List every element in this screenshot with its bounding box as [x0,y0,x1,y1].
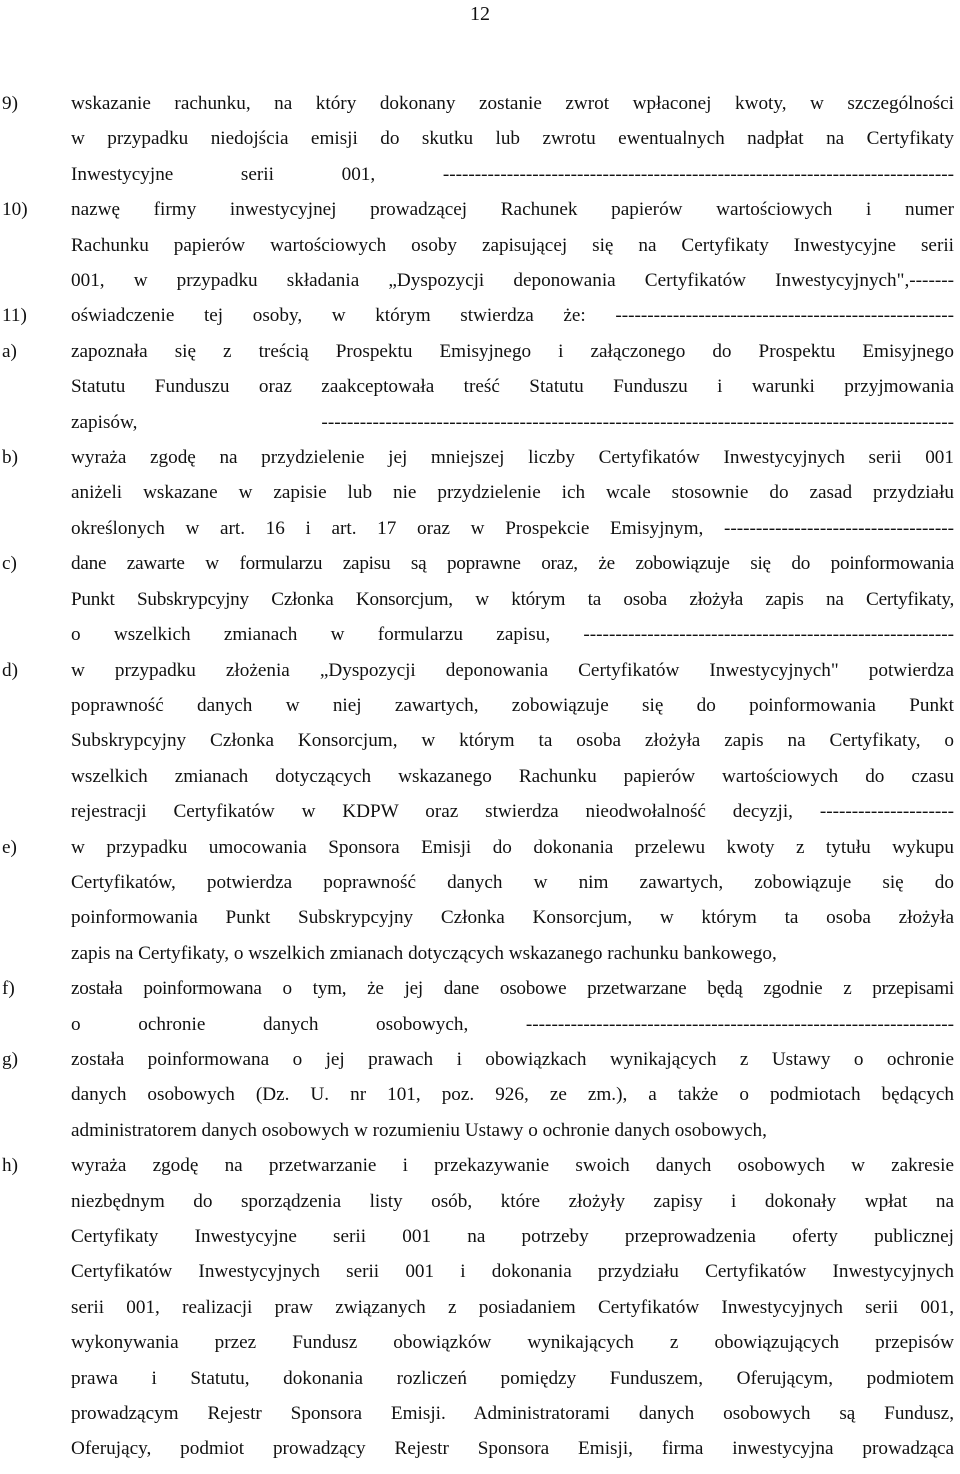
text-line: dane zawarte w formularzu zapisu są poprawne oraz, że zobowiązuje się do poinformowania [71,553,954,575]
text-line: Subskrypcyjny Członka Konsorcjum, w którym ta osoba złożyła zapis na Certyfikaty, o [71,730,954,752]
list-item-11 [0,298,960,333]
list-item-e [0,830,960,972]
text-line: wszelkich zmianach dotyczących wskazanego Rachunku papierów wartościowych do czasu [71,765,954,787]
list-marker: h) [2,1155,18,1177]
text-line: wykonywania przez Fundusz obowiązków wynikających z obowiązujących przepisów [71,1332,954,1354]
text-line: Statutu Funduszu oraz zaakceptowała treść Statutu Funduszu i warunki przyjmowania [71,376,954,398]
text-line: nazwę firmy inwestycyjnej prowadzącej Rachunek papierów wartościowych i numer [71,199,954,221]
list-marker: c) [2,553,17,575]
text-line: w przypadku niedojścia emisji do skutku lub zwrotu ewentualnych nadpłat na Certyfikaty [71,128,954,150]
text-line: zapoznała się z treścią Prospektu Emisyjnego i załączonego do Prospektu Emisyjnego [71,340,954,362]
list-marker: 9) [2,93,18,114]
text-line: prowadzącym Rejestr Sponsora Emisji. Administratorami danych osobowych są Fundusz, [71,1403,954,1425]
list-marker: e) [2,836,17,858]
list-marker: b) [2,447,18,469]
text-line: w przypadku złożenia „Dyspozycji deponowania Certyfikatów Inwestycyjnych" potwierdza [71,659,954,681]
text-line: określonych w art. 16 i art. 17 oraz w Prospekcie Emisyjnym, ------------------------------------ [71,517,954,539]
text-line: zapisów, --------------------------------------------------------------------------------------------------- [71,411,954,433]
text-line: prawa i Statutu, dokonania rozliczeń pomiędzy Funduszem, Oferującym, podmiotem [71,1367,954,1389]
text-line: Rachunku papierów wartościowych osoby zapisującej się na Certyfikaty Inwestycyjne serii [71,234,954,256]
text-line: administratorem danych osobowych w rozumieniu Ustawy o ochronie danych osobowych, [71,1119,767,1141]
text-line: została poinformowana o tym, że jej dane osobowe przetwarzane będą zgodnie z przepisami [71,978,954,1000]
list-item-10 [0,192,960,298]
text-line: poinformowania Punkt Subskrypcyjny Członka Konsorcjum, w którym ta osoba złożyła [71,907,954,929]
list-item-b [0,440,960,546]
text-line: o ochronie danych osobowych, ------------------------------------------------------------------- [71,1013,954,1035]
text-line: Oferujący, podmiot prowadzący Rejestr Sponsora Emisji, firma inwestycyjna prowadząca [71,1438,954,1460]
list-marker: f) [2,978,15,1000]
page-number: 12 [470,3,490,25]
list-marker: a) [2,340,17,362]
list-marker: 10) [2,199,28,221]
text-line: Certyfikatów Inwestycyjnych serii 001 i dokonania przydziału Certyfikatów Inwestycyjnych [71,1261,954,1283]
text-line: Punkt Subskrypcyjny Członka Konsorcjum, w którym ta osoba złożyła zapis na Certyfikaty, [71,588,954,610]
text-line: rejestracji Certyfikatów w KDPW oraz stwierdza nieodwołalność decyzji, --------------------- [71,801,954,823]
list-item-a [0,334,960,440]
text-line: Inwestycyjne serii 001, -------------------------------------------------------------------------------- [71,163,954,185]
list-item-f [0,971,960,1042]
text-line: poprawność danych w niej zawartych, zobowiązuje się do poinformowania Punkt [71,694,954,716]
text-line: Certyfikatów, potwierdza poprawność danych w nim zawartych, zobowiązuje się do [71,871,954,893]
text-line: Certyfikaty Inwestycyjne serii 001 na potrzeby przeprowadzenia oferty publicznej [71,1226,954,1247]
list-item-g [0,1042,960,1148]
text-line: danych osobowych (Dz. U. nr 101, poz. 926, ze zm.), a także o podmiotach będących [71,1084,954,1106]
list-item-h [0,1148,960,1467]
text-line: serii 001, realizacji praw związanych z posiadaniem Certyfikatów Inwestycyjnych serii 001, [71,1296,954,1318]
text-line: wskazanie rachunku, na który dokonany zostanie zwrot wpłaconej kwoty, w szczególności [71,93,954,114]
text-line: wyraża zgodę na przetwarzanie i przekazywanie swoich danych osobowych w zakresie [71,1155,954,1177]
text-line: wyraża zgodę na przydzielenie jej mniejszej liczby Certyfikatów Inwestycyjnych serii 001 [71,447,954,469]
document-body [0,86,960,1467]
text-line: niezbędnym do sporządzenia listy osób, które złożyły zapisy i dokonały wpłat na [71,1190,954,1212]
text-line: o wszelkich zmianach w formularzu zapisu, ---------------------------------------------------------- [71,624,954,646]
list-item-c [0,546,960,652]
text-line: oświadczenie tej osoby, w którym stwierdza że: ----------------------------------------------------- [71,305,954,327]
text-line: zapis na Certyfikaty, o wszelkich zmianach dotyczących wskazanego rachunku bankowego, [71,942,777,964]
list-item-d [0,653,960,830]
text-line: 001, w przypadku składania „Dyspozycji deponowania Certyfikatów Inwestycyjnych",------- [71,270,954,292]
list-marker: g) [2,1048,18,1070]
list-marker: 11) [2,305,27,327]
text-line: aniżeli wskazane w zapisie lub nie przydzielenie ich wcale stosownie do zasad przydziału [71,482,954,504]
text-line: w przypadku umocowania Sponsora Emisji do dokonania przelewu kwoty z tytułu wykupu [71,836,954,858]
list-marker: d) [2,659,18,681]
text-line: została poinformowana o jej prawach i obowiązkach wynikających z Ustawy o ochronie [71,1048,954,1070]
list-item-9 [0,86,960,192]
